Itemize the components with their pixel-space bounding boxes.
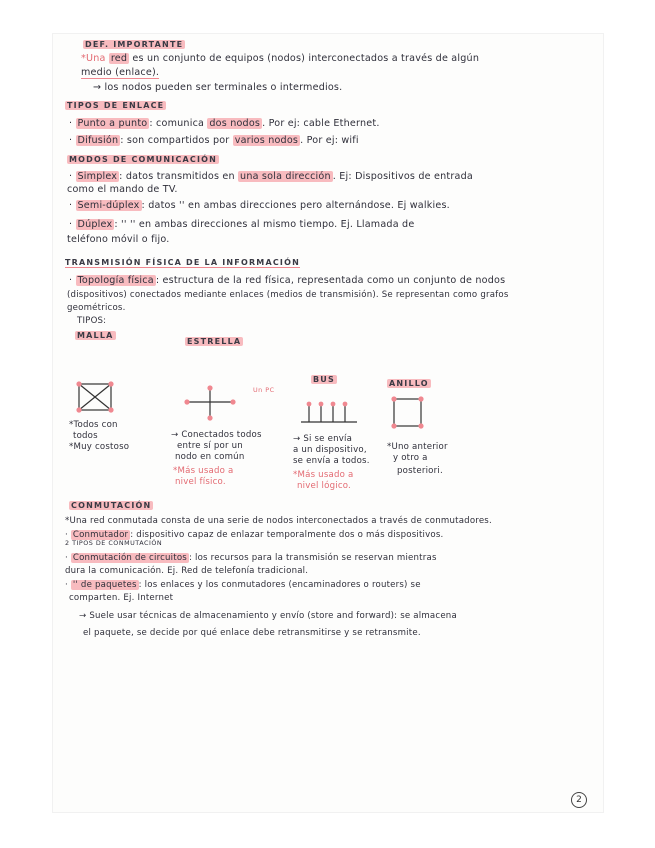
line-mando: como el mando de TV. (67, 184, 178, 195)
line-red-conmutada: *Una red conmutada consta de una serie de nodos interconectados a través de conmutadores. (65, 516, 492, 526)
line-simplex: · Simplex : datos transmitidos en una sola dirección . Ej: Dispositivos de entrada (69, 171, 473, 182)
estrella-red-note-2: nivel físico. (175, 477, 226, 487)
line-definicion: *Una red es un conjunto de equipos (nodos) interconectados a través de algún (81, 53, 480, 64)
line-semi-duplex: · Semi-dúplex : datos '' en ambas direcciones pero alternándose. Ej walkies. (69, 200, 450, 211)
line-circuitos: · Conmutación de circuitos : los recursos para la transmisión se reservan mientras (65, 553, 437, 563)
line-nodos: → los nodos pueden ser terminales o intermedios. (93, 82, 343, 93)
heading-tipos-enlace: TIPOS DE ENLACE (67, 101, 165, 110)
malla-note-1: *Todos con (69, 420, 118, 430)
line-internet: comparten. Ej. Internet (69, 593, 174, 603)
heading-transmision: TRANSMISIÓN FÍSICA DE LA INFORMACIÓN (65, 258, 301, 267)
estrella-note-1: → Conectados todos (171, 430, 262, 440)
line-retransmite: el paquete, se decide por qué enlace debe retransmitirse y se retransmite. (83, 628, 421, 638)
label-anillo: ANILLO (389, 379, 429, 388)
line-paquetes: · '' de paquetes : los enlaces y los conmutadores (encaminadores o routers) se (65, 580, 421, 590)
page-number: 2 (571, 792, 587, 808)
bus-red-note-2: nivel lógico. (297, 481, 351, 491)
bus-diagram (299, 398, 359, 424)
bus-red-note-1: *Más usado a (293, 470, 354, 480)
estrella-note-2: entre sí por un (177, 441, 243, 451)
line-conmutador: · Conmutador : dispositivo capaz de enlazar temporalmente dos o más dispositivos. (65, 530, 444, 540)
line-punto-a-punto: · Punto a punto : comunica dos nodos . Por ej: cable Ethernet. (69, 118, 380, 129)
estrella-pc-label: Un PC (253, 386, 275, 394)
line-tipos-conmutacion: 2 TIPOS DE CONMUTACIÓN (65, 539, 163, 547)
anillo-diagram (391, 396, 425, 430)
heading-modos: MODOS DE COMUNICACIÓN (69, 155, 218, 164)
label-bus: BUS (313, 375, 335, 384)
malla-diagram (75, 380, 115, 412)
line-telefonia: dura la comunicación. Ej. Red de telefonía tradicional. (65, 566, 309, 576)
line-difusion: · Difusión : son compartidos por varios nodos . Por ej: wifi (69, 135, 359, 146)
anillo-note-3: posteriori. (397, 466, 443, 476)
malla-note-2: todos (73, 431, 98, 441)
line-duplex: · Dúplex : '' '' en ambas direcciones al mismo tiempo. Ej. Llamada de (69, 219, 415, 230)
estrella-red-note-1: *Más usado a (173, 466, 234, 476)
line-store-forward: → Suele usar técnicas de almacenamiento y envío (store and forward): se almacena (79, 611, 457, 621)
line-topologia: · Topología física : estructura de la red física, representada como un conjunto de nodos (69, 275, 506, 286)
label-estrella: ESTRELLA (187, 337, 242, 346)
estrella-diagram (183, 384, 239, 424)
bus-note-3: se envía a todos. (293, 456, 370, 466)
bus-note-2: a un dispositivo, (293, 445, 367, 455)
bus-note-1: → Si se envía (293, 434, 353, 444)
line-telefono: teléfono móvil o fijo. (67, 234, 170, 245)
anillo-note-1: *Uno anterior (387, 442, 448, 452)
line-tipos: TIPOS: (77, 316, 107, 326)
heading-definicion: DEF. IMPORTANTE (85, 40, 184, 49)
estrella-note-3: nodo en común (175, 452, 245, 462)
line-dispositivos: (dispositivos) conectados mediante enlaces (medios de transmisión). Se representan como grafos (67, 290, 509, 300)
line-geometricos: geométricos. (67, 303, 126, 313)
label-malla: MALLA (77, 331, 114, 340)
notebook-page (53, 34, 603, 812)
line-medio: medio (enlace). (81, 67, 160, 78)
anillo-note-2: y otro a (393, 453, 428, 463)
heading-conmutacion: CONMUTACIÓN (71, 501, 152, 510)
malla-note-3: *Muy costoso (69, 442, 130, 452)
